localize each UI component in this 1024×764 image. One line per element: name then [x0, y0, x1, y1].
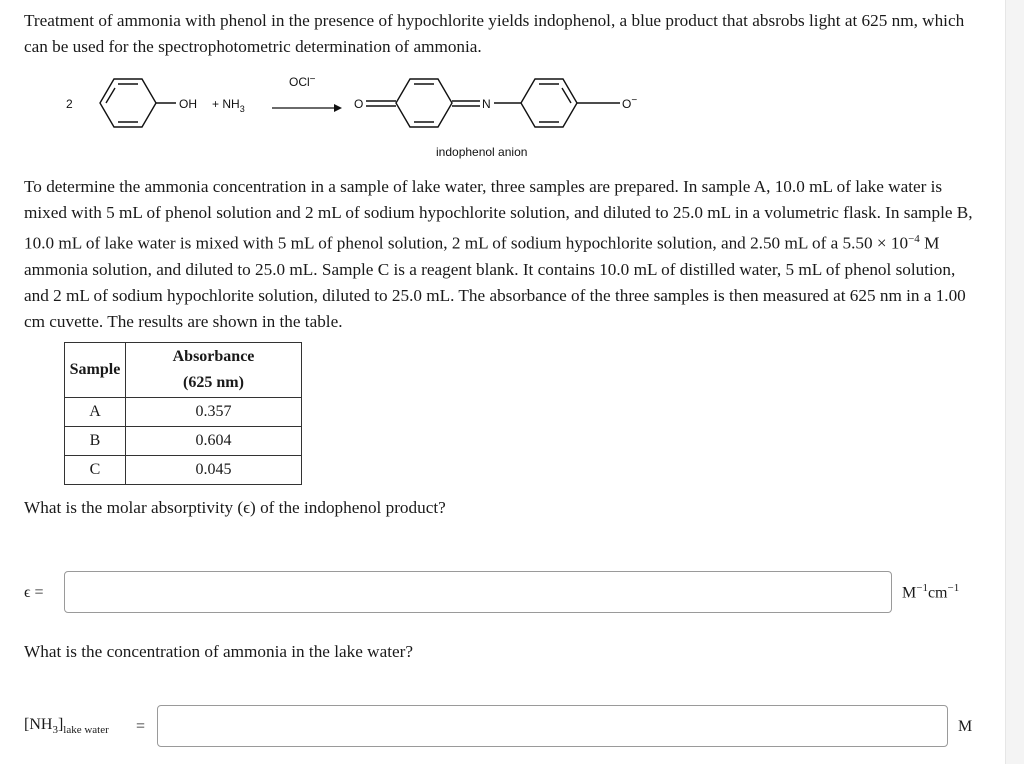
table-header-row [65, 343, 302, 398]
scrollbar-track[interactable] [1005, 0, 1024, 764]
absorbance-table [64, 342, 302, 485]
absorbance-cell: 0.604 [126, 427, 302, 456]
table-row [65, 398, 302, 427]
table-row [65, 456, 302, 485]
molar-absorptivity-input[interactable] [64, 571, 892, 613]
reagent-label: OCl− [289, 74, 316, 89]
procedure-paragraph: To determine the ammonia concentration in a sample of lake water, three samples are prepared. In sample A, 10.0 mL of lake water is mixed with 5 mL of phenol solution and 2 mL of sodium hypochlorite solution, and diluted to 25.0 mL in a volumetric flask. In sample B, 10.0 mL of lake water is mixed with 5 mL of phenol solution, 2 mL of sodium hypochlorite solution, and 2.50 mL of a $5.50 \times 10^{-4}$ M ammonia solution, and diluted to 25.0 mL. Sample C is a reagent blank. It contains 10.0 mL of distilled water, 5 mL of phenol solution, and 2 mL of sodium hypochlorite solution, diluted to 25.0 mL. The absorbance of the three samples is then measured at 625 nm in a 1.00 cm cuvette. The results are shown in the table. [24, 177, 973, 331]
ammonia-label: + $NH_3$ [212, 97, 245, 114]
sample-cell: B [65, 427, 126, 456]
epsilon-label: ϵ = [24, 584, 44, 601]
coefficient-label: 2 [66, 97, 73, 111]
absorbance-cell: 0.357 [126, 398, 302, 427]
molar-absorptivity-unit: $M^{-1}cm^{-1}$ [902, 582, 960, 602]
phenol-ring [100, 79, 176, 127]
product-caption: indophenol anion [436, 145, 528, 159]
sample-cell: A [65, 398, 126, 427]
absorbance-column-header: Absorbance (625 nm) [126, 343, 302, 398]
reaction-arrow [272, 104, 342, 112]
quinone-oxygen-label: O [354, 97, 364, 111]
sample-cell: C [65, 456, 126, 485]
reaction-scheme [0, 60, 1000, 170]
hydroxyl-label: OH [179, 97, 197, 111]
absorbance-cell: 0.045 [126, 456, 302, 485]
intro-paragraph: Treatment of ammonia with phenol in the presence of hypochlorite yields indophenol, a blue product that absrobs light at 625 nm, which can be used for the spectrophotometric determination of ammonia. [24, 11, 965, 56]
indophenol-structure [366, 79, 620, 127]
sample-column-header: Sample [65, 343, 126, 398]
question-molar-absorptivity: What is the molar absorptivity (ϵ) of the indophenol product? [24, 498, 446, 517]
question-ammonia-concentration: What is the concentration of ammonia in the lake water? [24, 642, 413, 661]
ammonia-concentration-label: $[NH_3]_{lake water}$ [24, 716, 109, 737]
ammonia-concentration-unit: M [958, 718, 973, 735]
table-row [65, 427, 302, 456]
ammonia-concentration-input[interactable] [157, 705, 948, 747]
equals-sign: = [136, 718, 146, 735]
imine-nitrogen-label: N [482, 97, 491, 111]
phenoxide-oxygen-label: O− [622, 95, 638, 111]
